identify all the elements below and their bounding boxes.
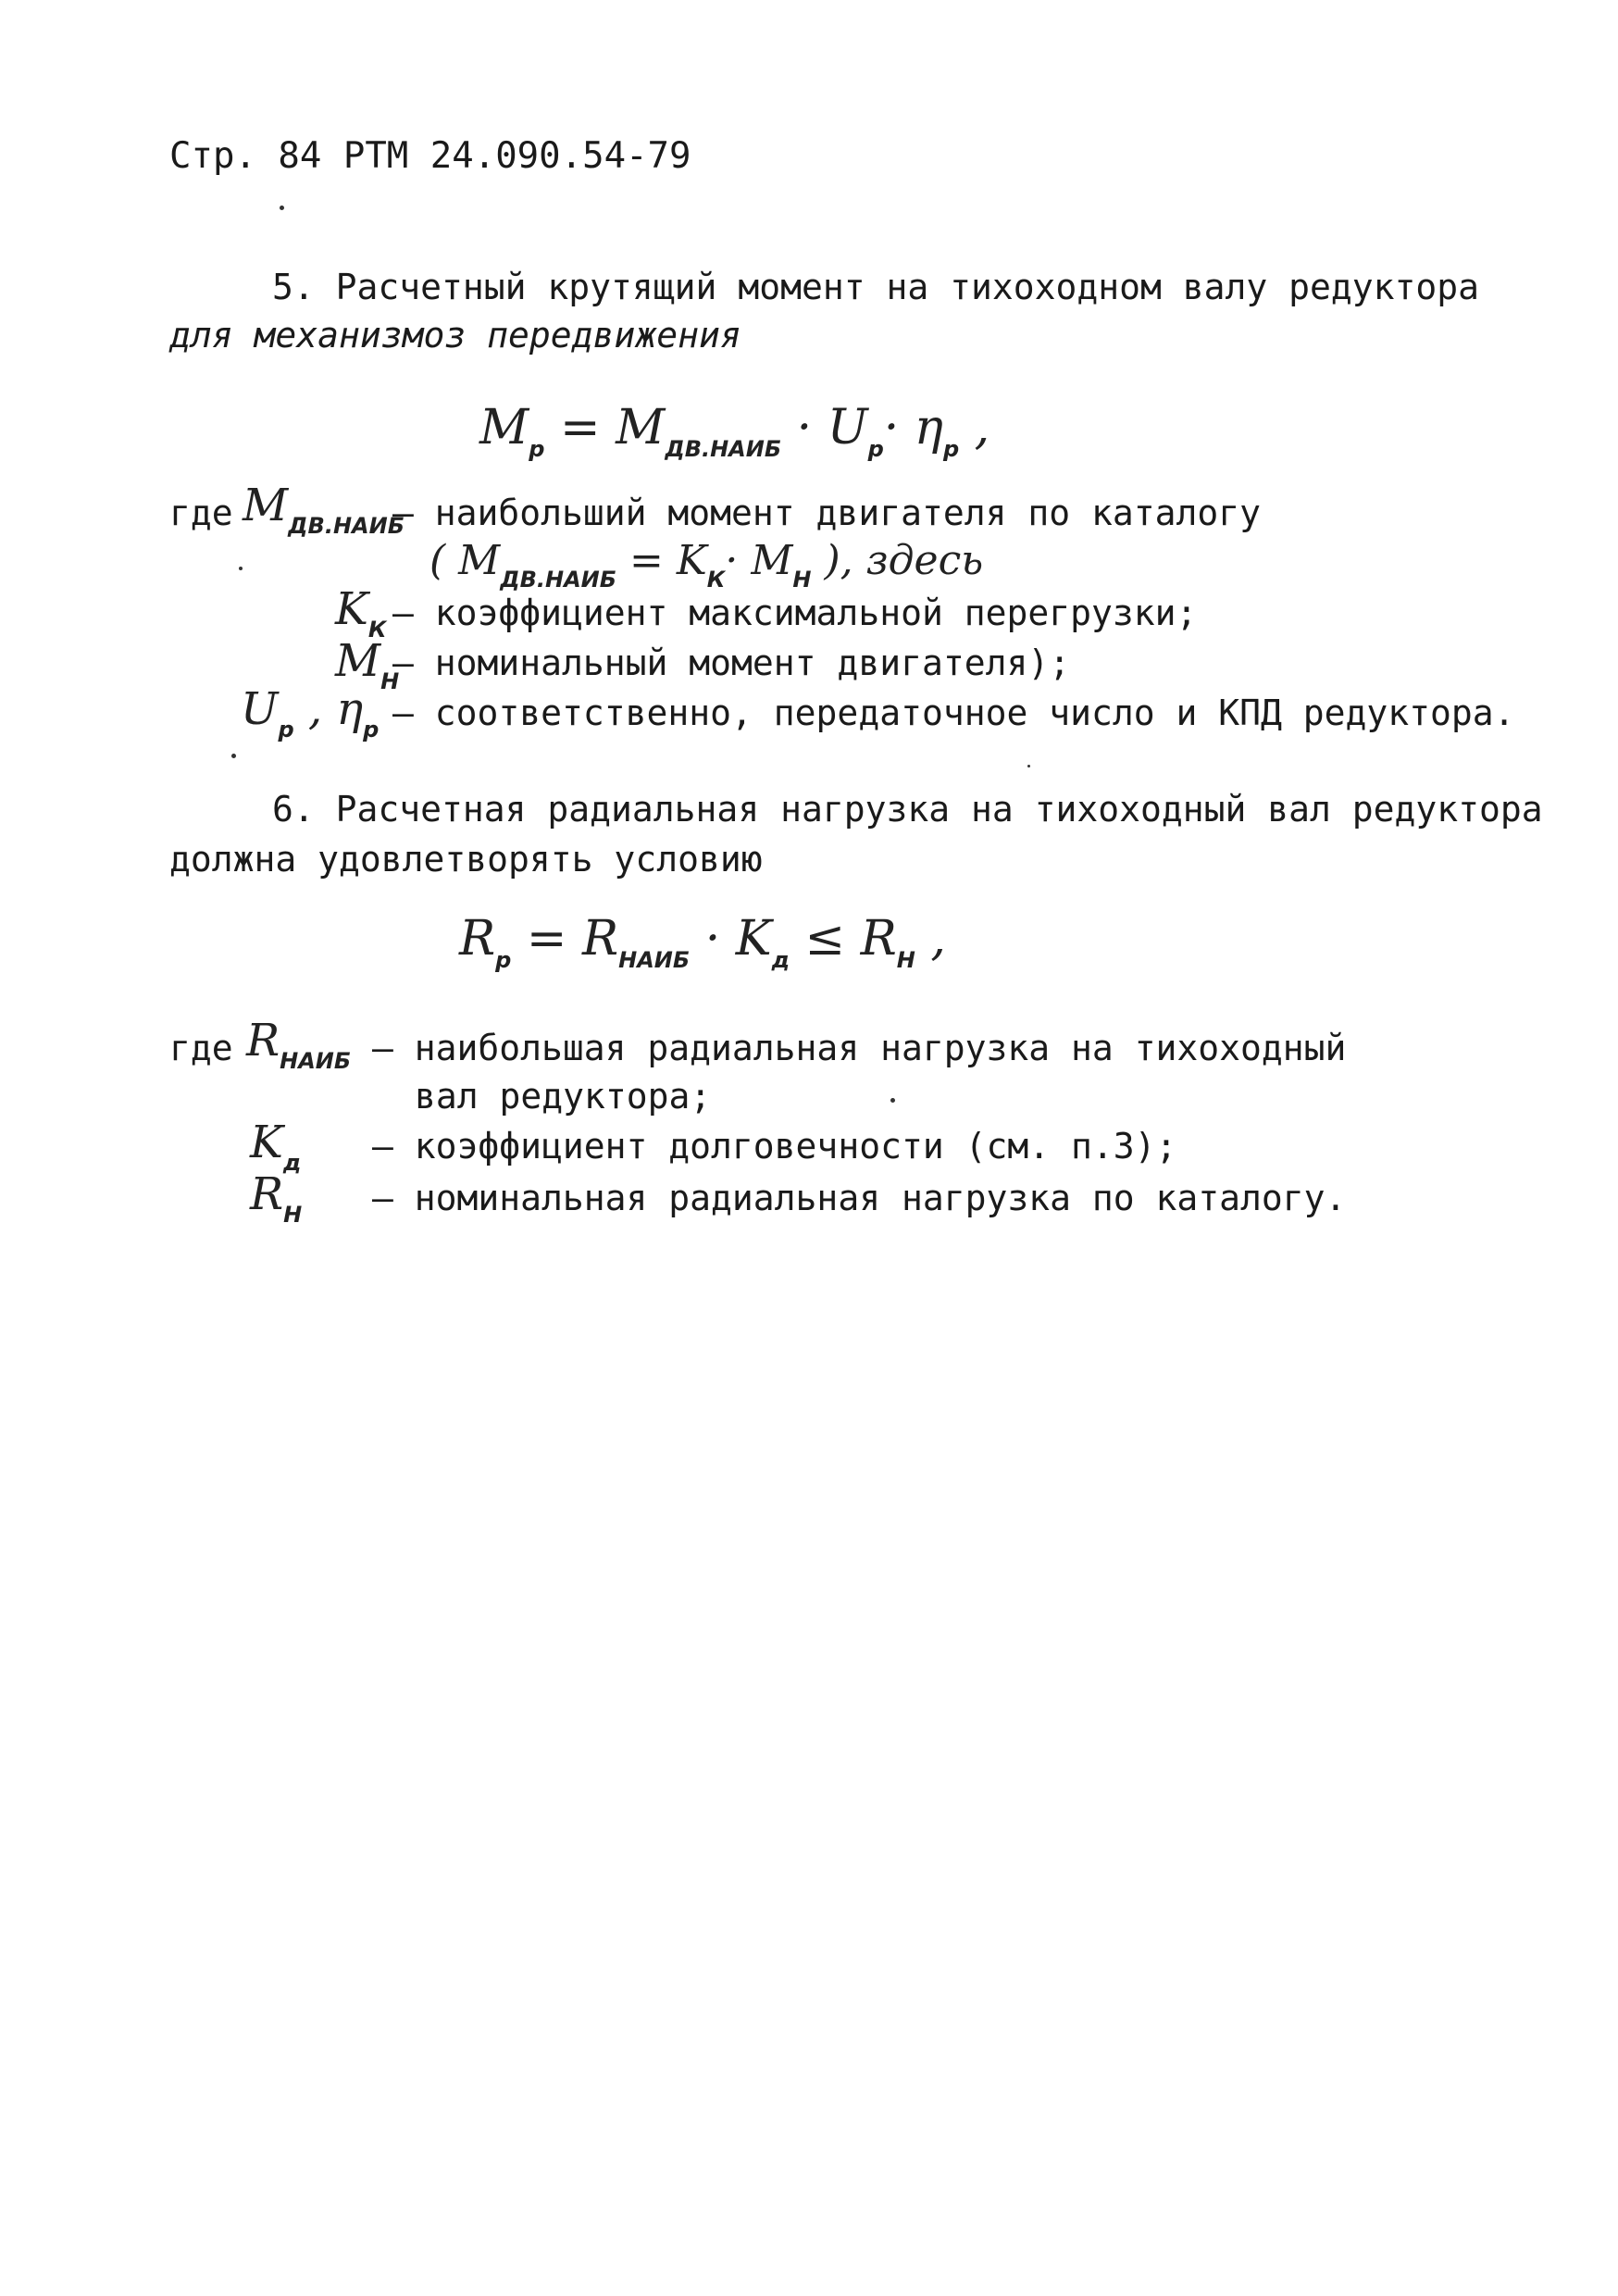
- formula-radial-r-sub: НАИБ: [618, 947, 691, 973]
- scan-speck: [280, 206, 284, 210]
- formula-radial-rh-sub: Н: [896, 947, 915, 973]
- section6-line2: должна удовлетворять условию: [169, 839, 763, 880]
- where5-sym1: [243, 480, 404, 539]
- where5-sym2-sub: К: [367, 617, 387, 643]
- formula-moment: [479, 400, 990, 462]
- where5-sym4b-main: , η: [293, 683, 364, 735]
- scan-speck: [239, 567, 243, 570]
- formula-moment-m-sub: ДВ.НАИБ: [665, 436, 782, 462]
- where5-sym4b-sub: p: [363, 717, 380, 742]
- where5-paren-k-sub: К: [706, 567, 726, 593]
- where5-desc4: – соответственно, передаточное число и КПД редуктора.: [392, 693, 1515, 733]
- where5-paren-m-sub: Н: [792, 567, 812, 593]
- where5-desc2: – коэффициент максимальной перегрузки;: [392, 593, 1198, 633]
- where5-sym4-main: U: [241, 683, 279, 735]
- formula-radial-le: ≤ R: [790, 911, 897, 967]
- formula-radial-mid: · K: [690, 911, 772, 967]
- where5-sym4: [241, 683, 380, 742]
- scan-speck: [231, 754, 236, 758]
- formula-moment-mid: · U: [781, 400, 868, 455]
- formula-radial-tail: ,: [915, 911, 946, 967]
- formula-moment-eta-sub: p: [942, 436, 960, 462]
- where5-paren-dot: · M: [725, 537, 793, 584]
- where5-paren-rest: = K: [616, 537, 707, 584]
- where5-paren-sub: ДВ.НАИБ: [500, 567, 617, 593]
- formula-moment-dot: · η: [883, 400, 943, 455]
- where6-sym3: [250, 1168, 303, 1228]
- where6-sym2-main: K: [250, 1117, 283, 1168]
- formula-radial-eq: = R: [511, 911, 619, 967]
- where6-sym1-sub: НАИБ: [280, 1048, 352, 1074]
- section5-line1: 5. Расчетный крутящий момент на тихоходном валу редуктора: [272, 267, 1480, 307]
- where5-sym1-sub: ДВ.НАИБ: [288, 513, 404, 539]
- formula-radial-k-sub: д: [771, 947, 790, 973]
- where6-sym2: [250, 1117, 302, 1176]
- where6-desc2: – коэффициент долговечности (см. п.3);: [372, 1126, 1177, 1167]
- scan-speck: [890, 1098, 895, 1103]
- formula-moment-tail: ,: [959, 400, 990, 455]
- section5-line2: для механизмоз передвижения: [169, 315, 741, 356]
- where6-desc1b: вал редуктора;: [415, 1076, 712, 1117]
- where5-paren-m: ( M: [429, 537, 501, 584]
- where6-sym1: [246, 1015, 352, 1074]
- where5-sym2-main: K: [335, 583, 368, 635]
- formula-radial-lhs-sub: p: [495, 947, 512, 973]
- where5-sym2: [335, 583, 387, 643]
- formula-moment-u-sub: p: [867, 436, 884, 462]
- page-header: Стр. 84 РТМ 24.090.54-79: [169, 135, 691, 177]
- where5-desc3: – номинальный момент двигателя);: [392, 643, 1071, 683]
- where5-sym3-main: M: [335, 635, 381, 687]
- section6-line1: 6. Расчетная радиальная нагрузка на тихоходный вал редуктора: [272, 789, 1543, 830]
- formula-moment-eq: = M: [544, 400, 666, 455]
- where6-desc3: – номинальная радиальная нагрузка по каталогу.: [372, 1178, 1347, 1218]
- formula-radial-lhs: R: [459, 911, 496, 967]
- scan-speck: [1027, 765, 1030, 767]
- where6-sym2-sub: д: [282, 1150, 302, 1176]
- where5-gde: где: [169, 493, 233, 533]
- where5-desc1: – наибольший момент двигателя по каталогу: [392, 493, 1261, 533]
- where6-sym3-main: R: [250, 1168, 284, 1220]
- where5-paren: [429, 537, 984, 593]
- where5-sym3: [335, 635, 400, 694]
- where6-desc1: – наибольшая радиальная нагрузка на тихоходный: [372, 1028, 1347, 1068]
- formula-radial: [459, 911, 946, 973]
- where5-paren-end: ), здесь: [811, 537, 984, 584]
- formula-moment-lhs-sub: p: [529, 436, 545, 462]
- where5-sym3-sub: Н: [380, 668, 400, 694]
- where5-sym4-sub: p: [278, 717, 294, 742]
- where5-sym1-main: M: [243, 480, 289, 531]
- where6-gde: где: [169, 1028, 233, 1068]
- where6-sym3-sub: Н: [283, 1202, 303, 1228]
- formula-moment-lhs: M: [479, 400, 529, 455]
- where6-sym1-main: R: [246, 1015, 280, 1067]
